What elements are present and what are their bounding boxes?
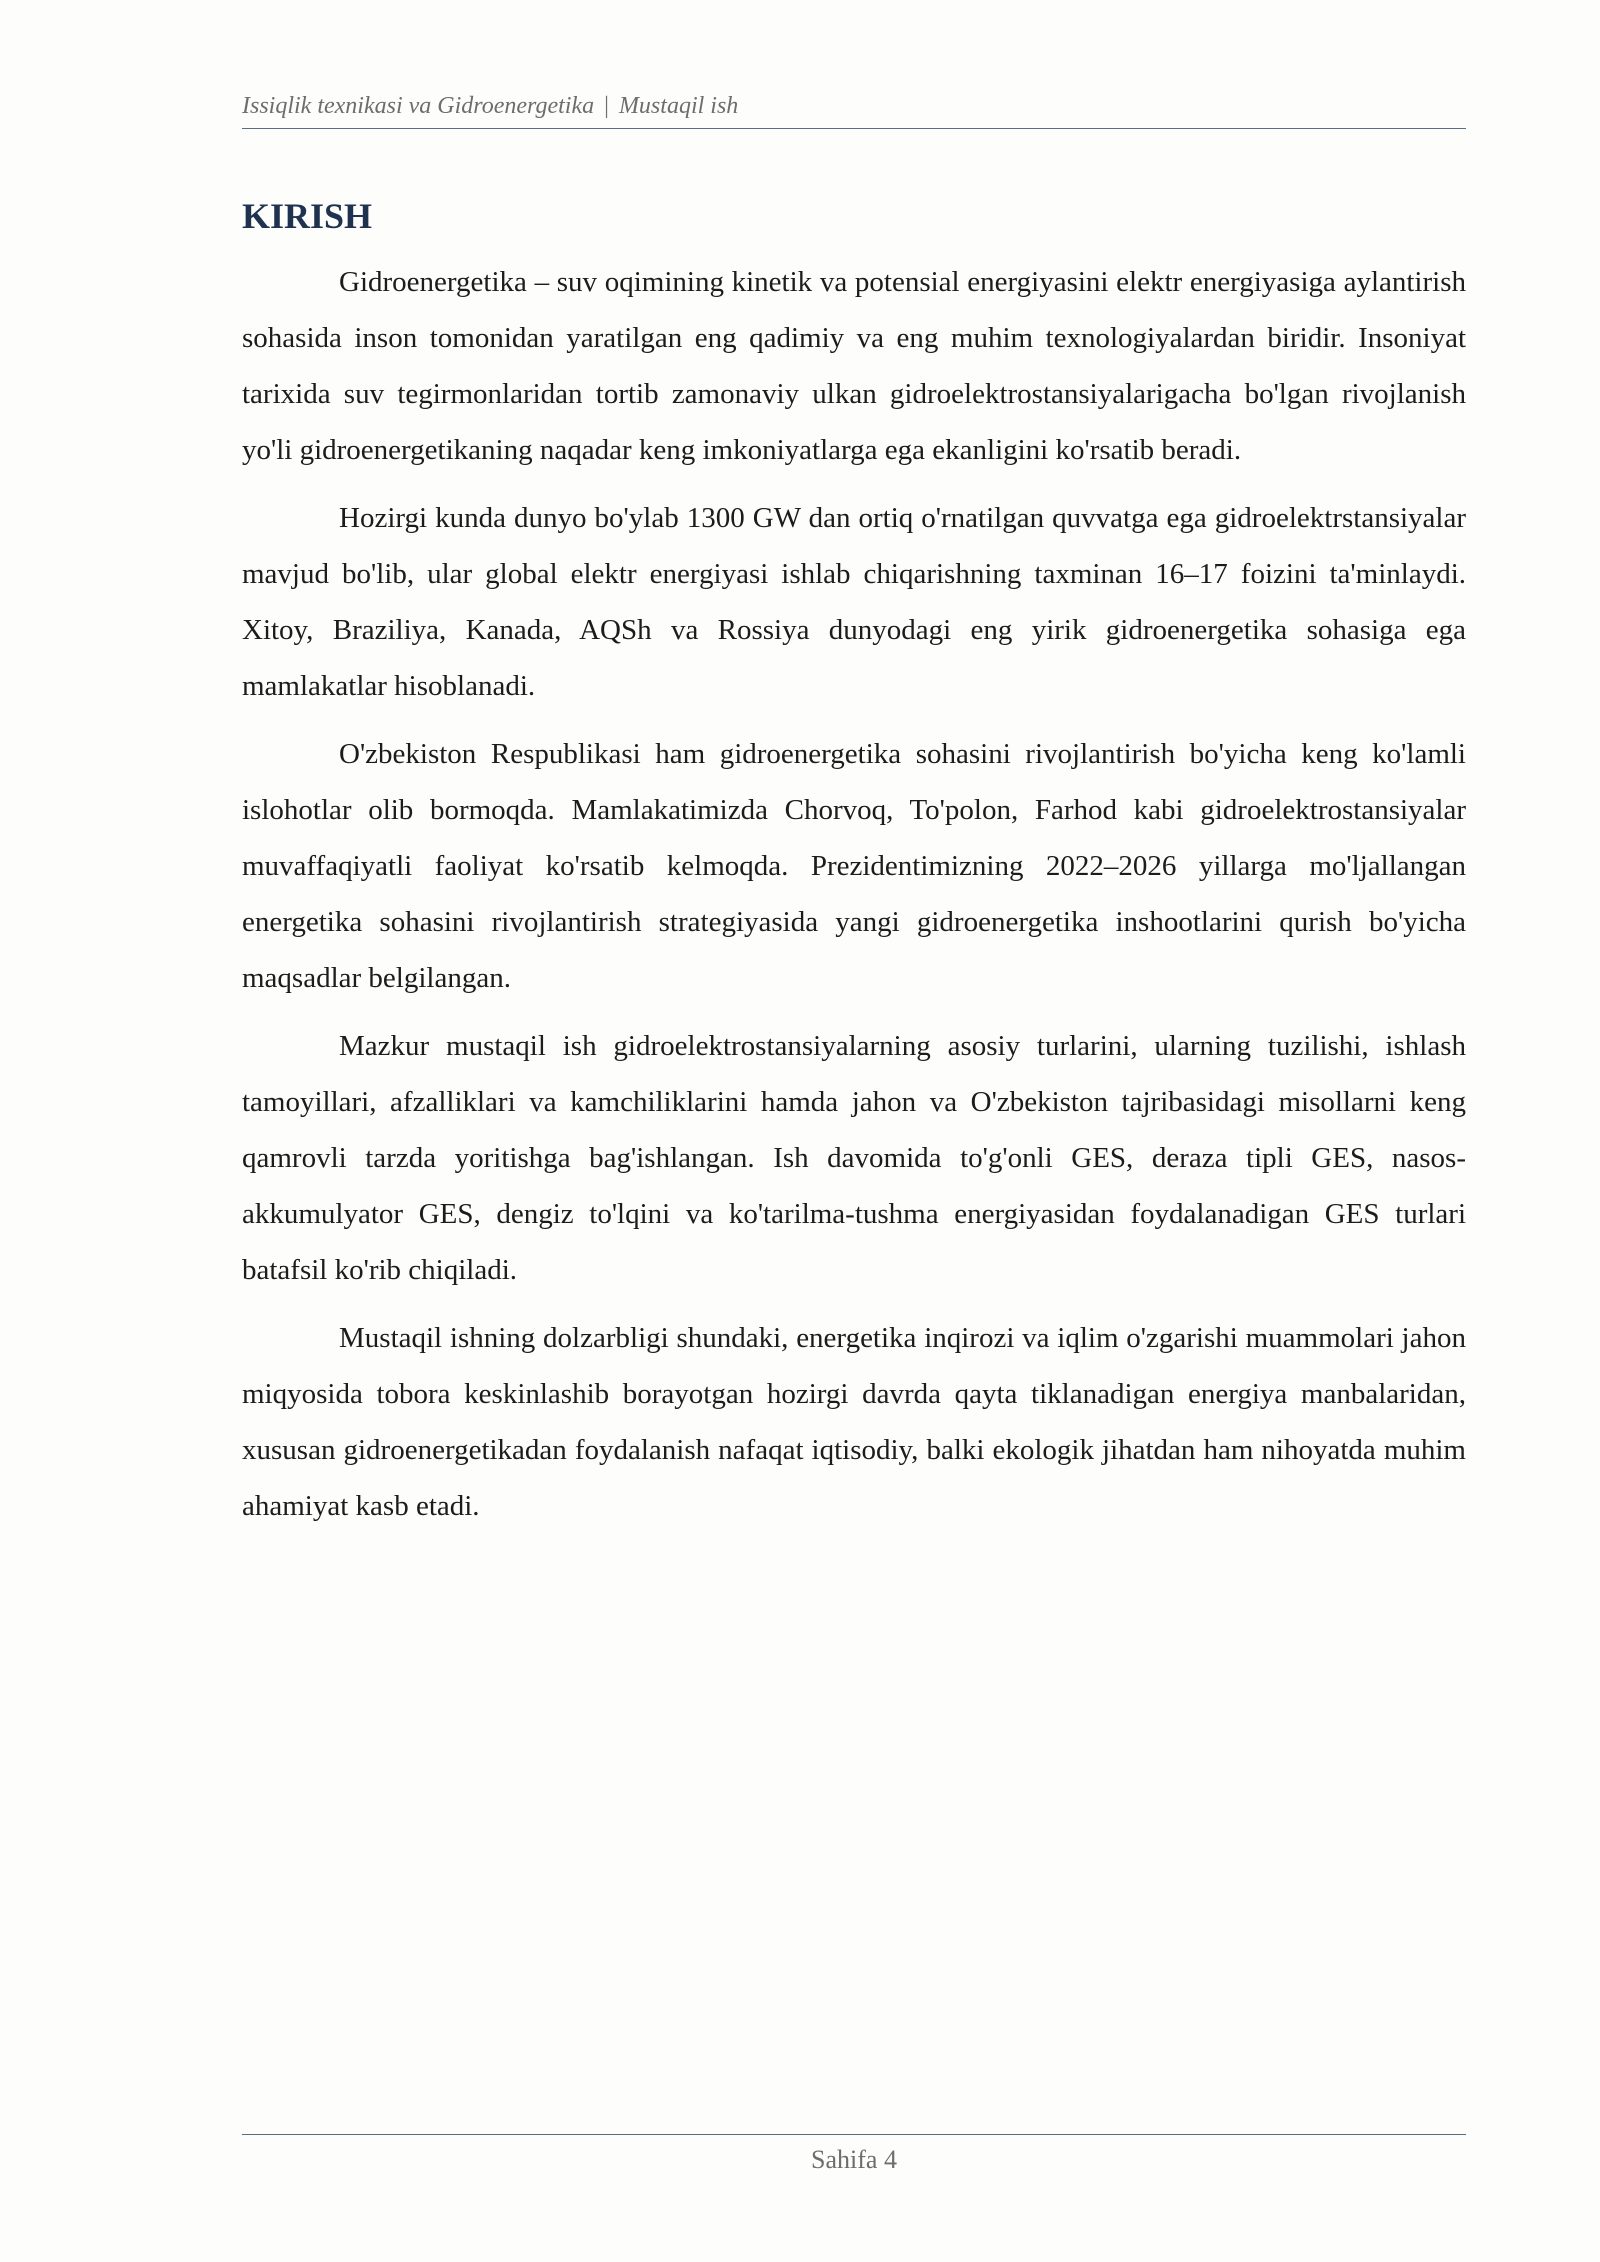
page-content: [242, 190, 1466, 1546]
body-paragraph-4: Mazkur mustaqil ish gidroelektrostansiyalarning asosiy turlarini, ularning tuzilishi, ishlash tamoyillari, afzalliklari va kamchiliklarini hamda jahon va O'zbekiston tajribasidagi misollarni keng qamrovli tarzda yoritishga bag'ishlangan. Ish davomida to'g'onli GES, deraza tipli GES, nasos-akkumulyator GES, dengiz to'lqini va ko'tarilma-tushma energiyasidan foydalanadigan GES turlari batafsil ko'rib chiqiladi.: [242, 1030, 1466, 1286]
page-number: Sahifa 4: [811, 2145, 897, 2174]
header-course-title: Issiqlik texnikasi va Gidroenergetika: [242, 93, 595, 119]
header-doc-type: Mustaqil ish: [618, 93, 739, 119]
body-paragraph-5: Mustaqil ishning dolzarbligi shundaki, energetika inqirozi va iqlim o'zgarishi muammolari jahon miqyosida tobora keskinlashib borayotgan hozirgi davrda qayta tiklanadigan energiya manbalaridan, xususan gidroenergetikadan foydalanish nafaqat iqtisodiy, balki ekologik jihatdan ham nihoyatda muhim ahamiyat kasb etadi.: [242, 1322, 1466, 1522]
running-footer: [242, 2134, 1466, 2175]
body-paragraph-2: Hozirgi kunda dunyo bo'ylab 1300 GW dan ortiq o'rnatilgan quvvatga ega gidroelektrstansiyalar mavjud bo'lib, ular global elektr energiyasi ishlab chiqarishning taxminan 16–17 foizini ta'minlaydi. Xitoy, Braziliya, Kanada, AQSh va Rossiya dunyodagi eng yirik gidroenergetika sohasiga ega mamlakatlar hisoblanadi.: [242, 502, 1466, 702]
section-heading: KIRISH: [242, 196, 373, 236]
body-paragraph-3: O'zbekiston Respublikasi ham gidroenergetika sohasini rivojlantirish bo'yicha keng ko'lamli islohotlar olib bormoqda. Mamlakatimizda Chorvoq, To'polon, Farhod kabi gidroelektrostansiyalar muvaffaqiyatli faoliyat ko'rsatib kelmoqda. Prezidentimizning 2022–2026 yillarga mo'ljallangan energetika sohasini rivojlantirish strategiyasida yangi gidroenergetika inshootlarini qurish bo'yicha maqsadlar belgilangan.: [242, 738, 1466, 994]
running-header: [242, 92, 1466, 129]
header-separator: |: [604, 93, 609, 119]
body-paragraph-1: Gidroenergetika – suv oqimining kinetik va potensial energiyasini elektr energiyasiga aylantirish sohasida inson tomonidan yaratilgan eng qadimiy va eng muhim texnologiyalardan biridir. Insoniyat tarixida suv tegirmonlaridan tortib zamonaviy ulkan gidroelektrostansiyalarigacha bo'lgan rivojlanish yo'li gidroenergetikaning naqadar keng imkoniyatlarga ega ekanligini ko'rsatib beradi.: [242, 266, 1466, 466]
